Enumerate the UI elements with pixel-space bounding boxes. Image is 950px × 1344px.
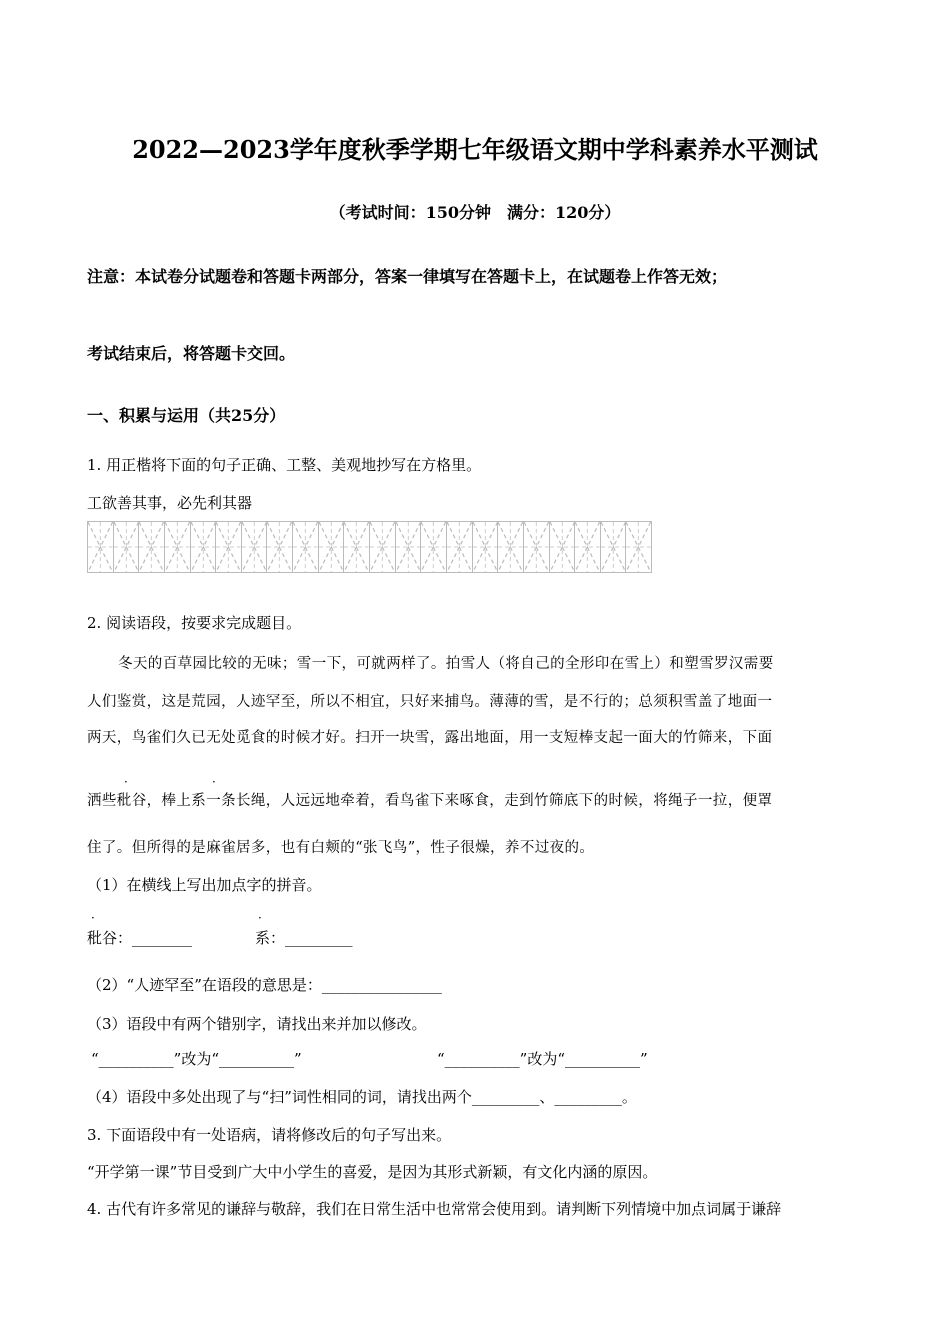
grid-cell[interactable]: [113, 521, 139, 573]
q4-prompt: 4. 古代有许多常见的谦辞与敬辞，我们在日常生活中也常常会使用到。请判断下列情境中加点词属于谦辞: [87, 1200, 782, 1218]
passage-line-3: 两天，鸟雀们久已无处觅食的时候才好。扫开一块雪，露出地面，用一支短棒支起一面大的竹筛来，下面: [87, 730, 773, 746]
writing-grid[interactable]: [87, 521, 652, 573]
passage-line-5: 住了。但所得的是麻雀居多，也有白颊的“张飞鸟”，性子很燥，养不过夜的。: [87, 840, 595, 856]
grid-cell[interactable]: [446, 521, 472, 573]
grid-cell[interactable]: [472, 521, 498, 573]
grid-cell[interactable]: [241, 521, 267, 573]
q3-prompt: 3. 下面语段中有一处语病，请将修改后的句子写出来。: [87, 1126, 452, 1144]
notice-line-1: 注意：本试卷分试题卷和答题卡两部分，答案一律填写在答题卡上，在试题卷上作答无效；: [87, 267, 728, 286]
passage-line-2: 人们鉴赏，这是荒园，人迹罕至，所以不相宜，只好来捕鸟。薄薄的雪，是不行的；总须积雪盖了地面一: [87, 694, 773, 710]
q1-sentence: 工欲善其事，必先利其器: [87, 494, 253, 512]
passage-line-4: 洒些秕谷，棒上系一条长绳，人远远地牵着，看鸟雀下来啄食，走到竹筛底下的时候，将绳子一拉，便罩: [87, 793, 773, 809]
q2-sub1-answer-a[interactable]: 秕谷：________: [87, 929, 193, 947]
grid-cell[interactable]: [266, 521, 292, 573]
grid-cell[interactable]: [215, 521, 241, 573]
grid-cell[interactable]: [420, 521, 446, 573]
exam-info: （考试时间：150分钟 满分：120分）: [329, 203, 621, 222]
grid-cell[interactable]: [600, 521, 626, 573]
grid-cell[interactable]: [318, 521, 344, 573]
page-title: 2022—2023学年度秋季学期七年级语文期中学科素养水平测试: [132, 135, 818, 164]
grid-cell[interactable]: [497, 521, 523, 573]
grid-cell[interactable]: [87, 521, 113, 573]
grid-cell[interactable]: [292, 521, 318, 573]
notice-line-2: 考试结束后，将答题卡交回。: [87, 344, 296, 363]
q3-sentence: “开学第一课”节目受到广大中小学生的喜爱，是因为其形式新颖，有文化内涵的原因。: [87, 1163, 658, 1181]
q2-sub4[interactable]: （4）语段中多处出现了与“扫”词性相同的词，请找出两个_________、_________。: [87, 1088, 637, 1106]
q2-sub3-answer-a[interactable]: “__________”改为“__________”: [91, 1050, 302, 1068]
emphasis-dot: ·: [212, 775, 216, 789]
grid-cell[interactable]: [190, 521, 216, 573]
q2-sub1-answer-b[interactable]: 系：_________: [255, 929, 353, 947]
grid-cell[interactable]: [369, 521, 395, 573]
q2-sub2[interactable]: （2）“人迹罕至”在语段的意思是：________________: [87, 976, 442, 994]
passage-line-1: 冬天的百草园比较的无味；雪一下，可就两样了。拍雪人（将自己的全形印在雪上）和塑雪罗汉需要: [118, 656, 774, 672]
q2-sub3-answer-b[interactable]: “__________”改为“__________”: [437, 1050, 648, 1068]
q2-sub1: （1）在横线上写出加点字的拼音。: [87, 876, 322, 894]
grid-cell[interactable]: [574, 521, 600, 573]
grid-cell[interactable]: [343, 521, 369, 573]
q1-prompt: 1. 用正楷将下面的句子正确、工整、美观地抄写在方格里。: [87, 456, 482, 474]
q2-sub3: （3）语段中有两个错别字，请找出来并加以修改。: [87, 1015, 427, 1033]
grid-cell[interactable]: [164, 521, 190, 573]
emphasis-dot: ·: [124, 775, 128, 789]
emphasis-dot: ·: [258, 911, 262, 925]
grid-cell[interactable]: [549, 521, 575, 573]
section-heading: 一、积累与运用（共25分）: [87, 406, 286, 425]
grid-cell[interactable]: [138, 521, 164, 573]
grid-cell[interactable]: [395, 521, 421, 573]
emphasis-dot: ·: [91, 911, 95, 925]
q2-prompt: 2. 阅读语段，按要求完成题目。: [87, 614, 302, 632]
grid-cell[interactable]: [625, 521, 652, 573]
grid-cell[interactable]: [523, 521, 549, 573]
